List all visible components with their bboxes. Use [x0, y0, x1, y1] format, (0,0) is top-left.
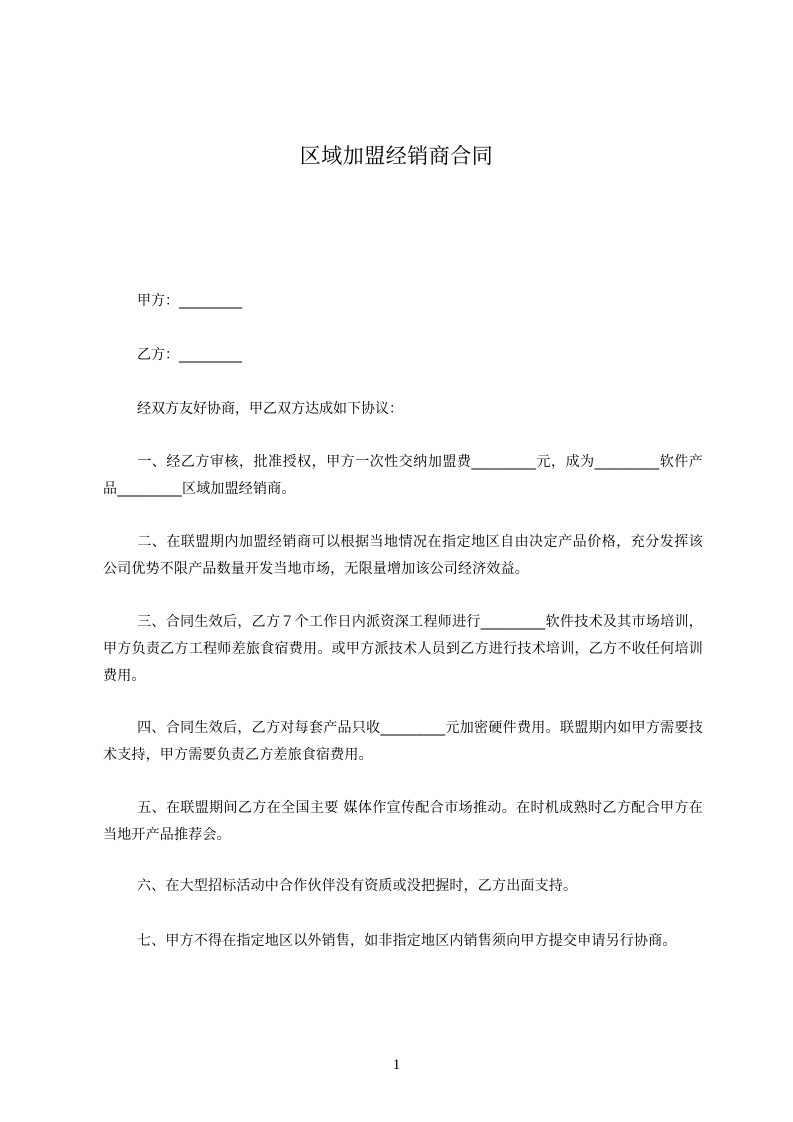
clause-1 — [103, 449, 703, 503]
clause-2 — [103, 529, 703, 583]
clause-1-text: 一、经乙方审核，批准授权，甲方一次性交纳加盟费_________元，成为_________软件产品_________区域加盟经销商。 — [103, 454, 703, 497]
clause-3-text: 三、合同生效后，乙方７个工作日内派资深工程师进行_________软件技术及其市场培训，甲方负责乙方工程师差旅食宿费用。或甲方派技术人员到乙方进行技术培训，乙方不收任何培训费用。 — [103, 614, 703, 684]
clause-6 — [103, 873, 703, 900]
clause-7 — [103, 928, 703, 955]
document-title: 区域加盟经销商合同 — [299, 144, 494, 168]
clause-4 — [103, 715, 703, 769]
page-number: 1 — [392, 1057, 401, 1073]
clause-2-text: 二、在联盟期内加盟经销商可以根据当地情况在指定地区自由决定产品价格，充分发挥该公司优势不限产品数量开发当地市场，无限量增加该公司经济效益。 — [103, 534, 703, 577]
clause-4-text: 四、合同生效后，乙方对每套产品只收_________元加密硬件费用。联盟期内如甲方需要技术支持，甲方需要负责乙方差旅食宿费用。 — [103, 720, 703, 763]
clause-3 — [103, 609, 703, 690]
clause-7-text: 七、甲方不得在指定地区以外销售，如非指定地区内销售须向甲方提交申请另行协商。 — [137, 933, 677, 949]
clause-5 — [103, 795, 703, 849]
party-b-field: 乙方：_________ — [137, 347, 242, 363]
clause-6-text: 六、在大型招标活动中合作伙伴没有资质或没把握时，乙方出面支持。 — [137, 878, 578, 894]
agreement-intro: 经双方友好协商，甲乙双方达成如下协议： — [137, 401, 403, 417]
clause-5-text: 五、在联盟期间乙方在全国主要 媒体作宣传配合市场推动。在时机成熟时乙方配合甲方在当地开产品推荐会。 — [103, 800, 703, 843]
party-a-field: 甲方：_________ — [137, 293, 242, 309]
